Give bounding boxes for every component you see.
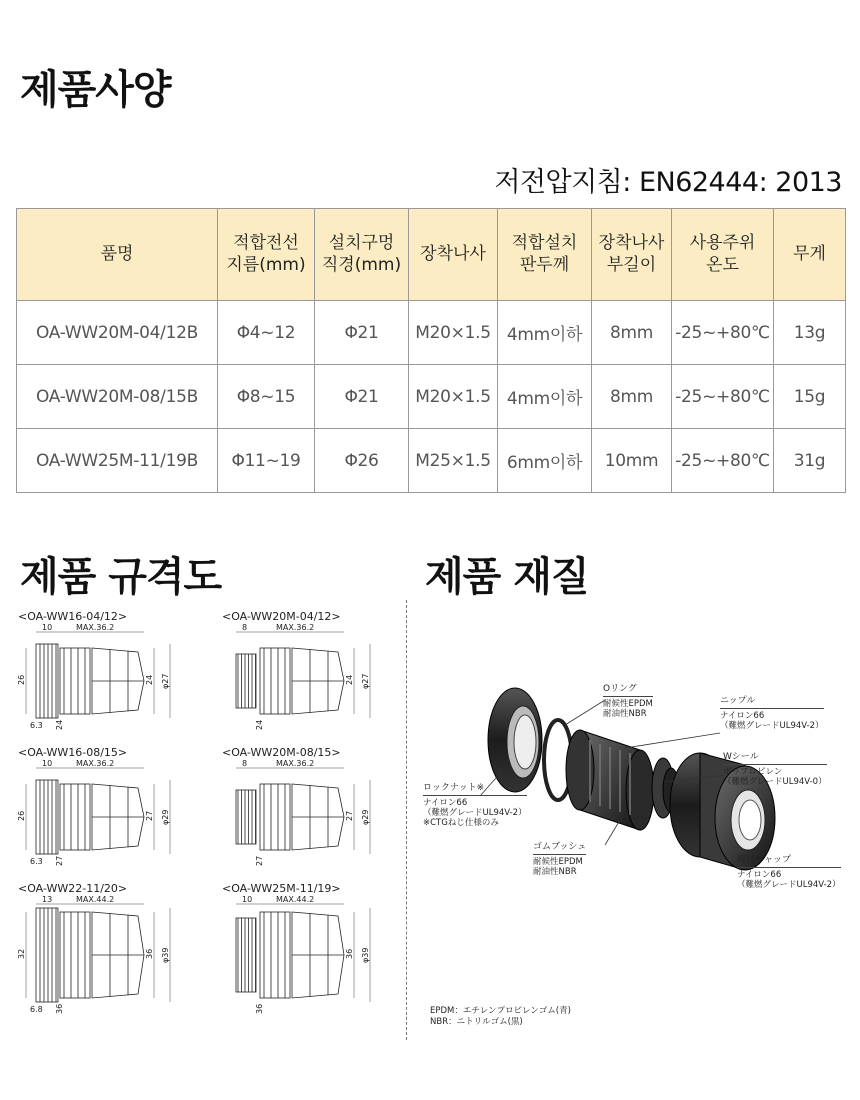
drawing-5: [18, 882, 208, 1017]
table-cell: Φ8~15: [218, 365, 315, 429]
table-cell: OA-WW25M-11/19B: [17, 429, 218, 493]
svg-text:10: 10: [42, 759, 53, 768]
table-row: [17, 365, 846, 429]
callout-bush: ゴムブッシュ 耐候性EPDM 耐油性NBR: [533, 842, 587, 877]
table-header-cell: 무게: [774, 209, 846, 301]
svg-text:10: 10: [42, 623, 53, 632]
svg-text:6.3: 6.3: [30, 721, 43, 730]
nipple-part: [566, 730, 654, 830]
svg-text:32: 32: [17, 948, 26, 959]
svg-text:MAX.36.2: MAX.36.2: [276, 623, 315, 632]
drawing-label: <OA-WW16-04/12>: [18, 610, 128, 623]
svg-text:24: 24: [55, 719, 64, 730]
svg-text:φ39: φ39: [161, 947, 170, 963]
svg-text:6.8: 6.8: [30, 1005, 43, 1014]
table-body: [17, 301, 846, 493]
table-header-cell: 적합전선 지름(mm): [218, 209, 315, 301]
table-header-cell: 적합설치 판두께: [498, 209, 592, 301]
table-cell: 4mm이하: [498, 365, 592, 429]
table-cell: OA-WW20M-04/12B: [17, 301, 218, 365]
table-header-cell: 장착나사 부길이: [592, 209, 672, 301]
table-row: [17, 429, 846, 493]
svg-text:MAX.44.2: MAX.44.2: [76, 895, 115, 904]
svg-text:27: 27: [255, 855, 264, 866]
svg-text:φ27: φ27: [361, 673, 370, 689]
table-header-cell: 장착나사: [409, 209, 498, 301]
dimension-drawing-svg: [17, 759, 203, 882]
svg-text:27: 27: [345, 810, 354, 821]
drawing-label: <OA-WW16-08/15>: [18, 746, 128, 759]
table-cell: -25~+80℃: [672, 429, 774, 493]
svg-text:26: 26: [17, 674, 26, 685]
svg-text:8: 8: [242, 623, 248, 632]
svg-text:13: 13: [42, 895, 53, 904]
svg-text:36: 36: [55, 1003, 64, 1014]
svg-text:36: 36: [145, 948, 154, 959]
drawing-6: [222, 882, 412, 1017]
svg-text:φ27: φ27: [161, 673, 170, 689]
svg-text:27: 27: [145, 810, 154, 821]
table-header-cell: 품명: [17, 209, 218, 301]
table-header-cell: 설치구멍 직경(mm): [315, 209, 409, 301]
svg-text:24: 24: [345, 674, 354, 685]
table-cell: 4mm이하: [498, 301, 592, 365]
table-cell: Φ4~12: [218, 301, 315, 365]
table-cell: 15g: [774, 365, 846, 429]
drawing-label: <OA-WW20M-04/12>: [222, 610, 341, 623]
svg-text:6.3: 6.3: [30, 857, 43, 866]
table-cell: Φ21: [315, 301, 409, 365]
drawing-2: [222, 610, 412, 745]
svg-text:10: 10: [242, 895, 253, 904]
table-cell: 13g: [774, 301, 846, 365]
table-cell: 31g: [774, 429, 846, 493]
table-header-row: [17, 209, 846, 301]
svg-text:27: 27: [55, 855, 64, 866]
drawing-label: <OA-WW22-11/20>: [18, 882, 128, 895]
dimension-drawing-svg: [17, 623, 203, 746]
spec-title: 제품사양: [20, 67, 171, 113]
standard-text: 저전압지침: EN62444: 2013: [494, 167, 842, 198]
table-cell: 8mm: [592, 301, 672, 365]
table-cell: 10mm: [592, 429, 672, 493]
table-cell: -25~+80℃: [672, 365, 774, 429]
table-cell: M25×1.5: [409, 429, 498, 493]
callout-nipple: ニップル ナイロン66 （難燃グレードUL94V-2）: [720, 696, 824, 731]
spec-table: [16, 208, 846, 493]
dimension-drawing-svg: [222, 895, 407, 1018]
table-cell: Φ26: [315, 429, 409, 493]
material-legend: EPDM：エチレンプロピレンゴム(青) NBR：ニトリルゴム(黒): [430, 1006, 571, 1028]
callout-cap: 締付キャップ ナイロン66 （難燃グレードUL94V-2）: [737, 855, 841, 890]
svg-text:26: 26: [17, 810, 26, 821]
drawing-label: <OA-WW20M-08/15>: [222, 746, 341, 759]
dimension-drawing-svg: [222, 623, 407, 746]
table-cell: M20×1.5: [409, 301, 498, 365]
drawing-title: 제품 규격도: [20, 554, 222, 600]
material-diagram: [415, 670, 845, 1020]
svg-text:24: 24: [145, 674, 154, 685]
svg-text:36: 36: [345, 948, 354, 959]
table-cell: OA-WW20M-08/15B: [17, 365, 218, 429]
callout-oring: Oリング 耐候性EPDM 耐油性NBR: [603, 684, 653, 719]
callout-locknut: ロックナット※ ナイロン66 （難燃グレードUL94V-2） ※CTGねじ仕様のみ: [423, 783, 527, 829]
svg-text:MAX.44.2: MAX.44.2: [276, 895, 315, 904]
drawing-3: [18, 746, 208, 881]
table-cell: -25~+80℃: [672, 301, 774, 365]
drawing-4: [222, 746, 412, 881]
table-cell: 8mm: [592, 365, 672, 429]
svg-text:φ39: φ39: [361, 947, 370, 963]
locknut-part: [488, 688, 542, 792]
svg-text:MAX.36.2: MAX.36.2: [76, 759, 115, 768]
drawing-1: [18, 610, 208, 745]
table-cell: Φ11~19: [218, 429, 315, 493]
svg-text:φ29: φ29: [361, 809, 370, 825]
table-row: [17, 301, 846, 365]
dimension-drawing-svg: [222, 759, 407, 882]
table-cell: Φ21: [315, 365, 409, 429]
svg-text:36: 36: [255, 1003, 264, 1014]
table-cell: 6mm이하: [498, 429, 592, 493]
svg-text:MAX.36.2: MAX.36.2: [276, 759, 315, 768]
drawing-label: <OA-WW25M-11/19>: [222, 882, 341, 895]
table-cell: M20×1.5: [409, 365, 498, 429]
dimension-drawing-svg: [17, 895, 203, 1018]
svg-text:8: 8: [242, 759, 248, 768]
material-title: 제품 재질: [425, 554, 589, 600]
callout-wseal: Wシール ポリプロピレン （難燃グレードUL94V-0）: [723, 752, 827, 787]
svg-text:24: 24: [255, 719, 264, 730]
svg-text:φ29: φ29: [161, 809, 170, 825]
svg-text:MAX.36.2: MAX.36.2: [76, 623, 115, 632]
table-header-cell: 사용주위 온도: [672, 209, 774, 301]
